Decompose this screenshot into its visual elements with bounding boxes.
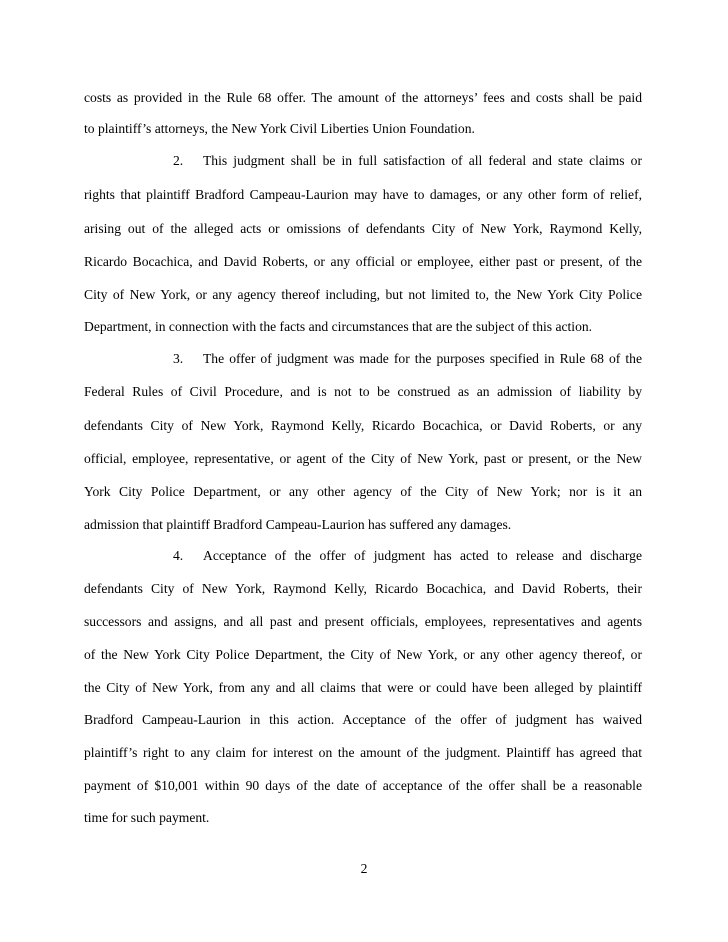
text-line: payment of $10,001 within 90 days of the date of acceptance of the offer shall be a reasonable bbox=[84, 778, 642, 793]
text-line: Federal Rules of Civil Procedure, and is not to be construed as an admission of liability by bbox=[84, 384, 642, 399]
text-line: rights that plaintiff Bradford Campeau-Laurion may have to damages, or any other form of relief, bbox=[84, 187, 642, 202]
text-line: Bradford Campeau-Laurion in this action. Acceptance of the offer of judgment has waived bbox=[84, 712, 642, 727]
paragraph-2-first-line bbox=[173, 153, 642, 169]
paragraph-number: 4. bbox=[173, 548, 184, 563]
text-line: arising out of the alleged acts or omissions of defendants City of New York, Raymond Kelly, bbox=[84, 221, 642, 236]
text-line: Acceptance of the offer of judgment has acted to release and discharge bbox=[203, 548, 642, 563]
text-line: official, employee, representative, or agent of the City of New York, past or present, or the New bbox=[84, 451, 642, 466]
text-line: costs as provided in the Rule 68 offer. The amount of the attorneys’ fees and costs shall be paid bbox=[84, 90, 642, 105]
page-number: 2 bbox=[360, 861, 368, 876]
text-line: This judgment shall be in full satisfaction of all federal and state claims or bbox=[203, 153, 642, 168]
text-line: defendants City of New York, Raymond Kelly, Ricardo Bocachica, and David Roberts, their bbox=[84, 581, 642, 596]
text-line: plaintiff’s right to any claim for interest on the amount of the judgment. Plaintiff has agreed that bbox=[84, 745, 642, 760]
text-line: time for such payment. bbox=[84, 810, 210, 825]
text-line: defendants City of New York, Raymond Kelly, Ricardo Bocachica, or David Roberts, or any bbox=[84, 418, 642, 433]
text-line: The offer of judgment was made for the purposes specified in Rule 68 of the bbox=[203, 351, 642, 366]
paragraph-number: 3. bbox=[173, 351, 184, 366]
text-line: York City Police Department, or any other agency of the City of New York; nor is it an bbox=[84, 484, 642, 499]
text-line: to plaintiff’s attorneys, the New York Civil Liberties Union Foundation. bbox=[84, 121, 475, 136]
text-line: of the New York City Police Department, the City of New York, or any other agency thereof, or bbox=[84, 647, 642, 662]
text-line: successors and assigns, and all past and present officials, employees, representatives and agents bbox=[84, 614, 642, 629]
text-line: City of New York, or any agency thereof including, but not limited to, the New York City Police bbox=[84, 287, 642, 302]
text-line: Ricardo Bocachica, and David Roberts, or any official or employee, either past or present, of the bbox=[84, 254, 642, 269]
paragraph-4-first-line bbox=[173, 548, 642, 564]
text-line: admission that plaintiff Bradford Campeau-Laurion has suffered any damages. bbox=[84, 517, 512, 532]
text-line: the City of New York, from any and all claims that were or could have been alleged by plaintiff bbox=[84, 680, 642, 695]
paragraph-number: 2. bbox=[173, 153, 184, 168]
paragraph-3-first-line bbox=[173, 351, 642, 367]
text-line: Department, in connection with the facts and circumstances that are the subject of this action. bbox=[84, 319, 593, 334]
